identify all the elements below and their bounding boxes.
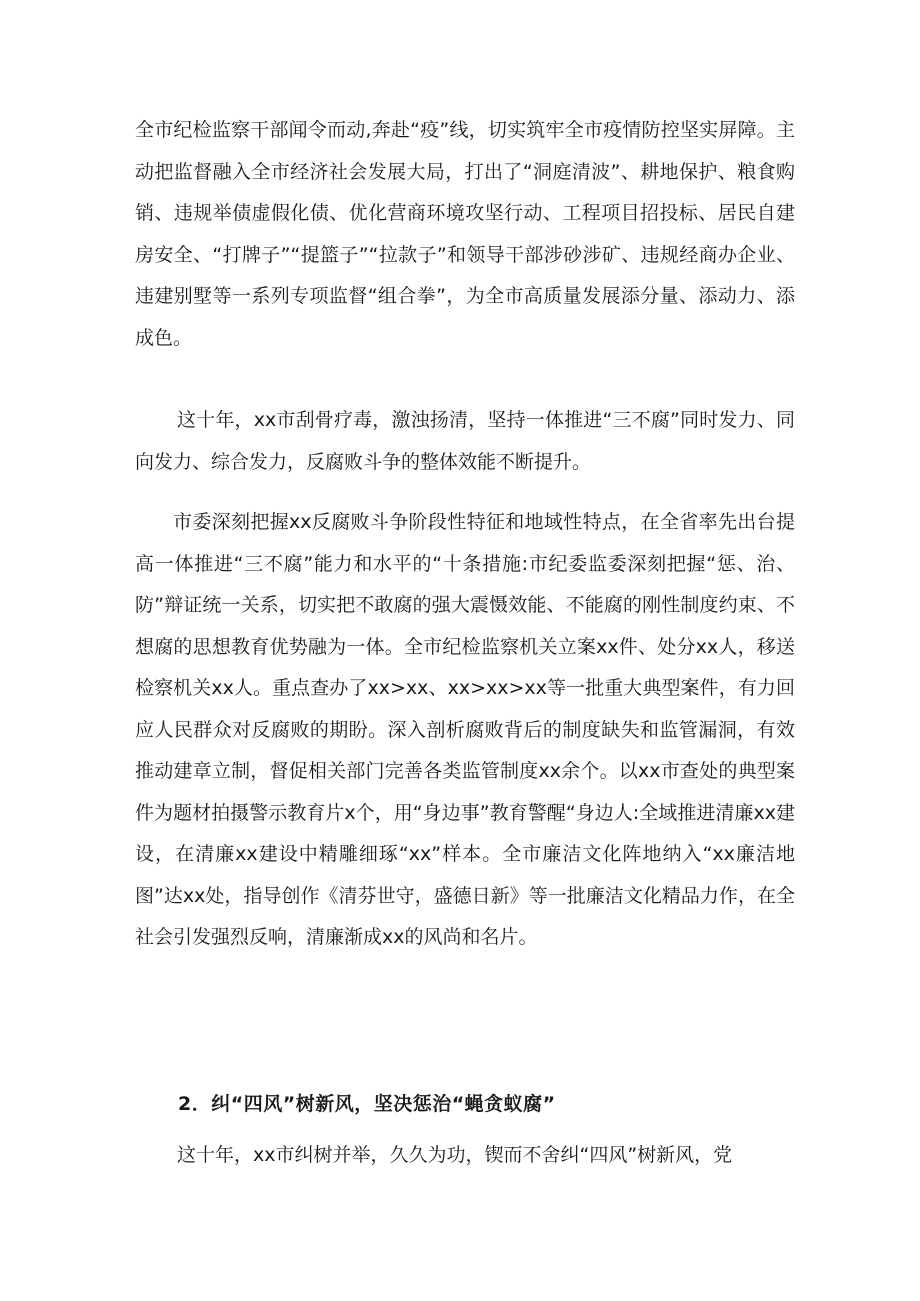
paragraph-four-winds: 这十年，xx市纠树并举，久久为功，锲而不舍纠“四风”树新风，党 <box>177 1144 733 1166</box>
paragraph-epidemic-supervision: 全市纪检监察干部闻令而动,奔赴“疫”线，切实筑牢全市疫情防控坚实屏障。主动把监督融入全市经济社会发展大局，打出了“洞庭清波”、耕地保护、粮食购销、违规举债虚假化债、优化营商环境攻坚行动、工程项目招投标、居民自建房安全、“打牌子”“提篮子”“拉款子”和领导干部涉砂涉矿、违规经商办企业、违建别墅等一系列专项监督“组合拳”，为全市高质量发展添分量、添动力、添成色。 <box>135 119 795 349</box>
paragraph-anti-corruption-intro: 这十年，xx市刮骨疗毒，激浊扬清，坚持一体推进“三不腐”同时发力、同向发力、综合发力，反腐败斗争的整体效能不断提升。 <box>135 409 795 473</box>
section-heading: 2．纠“四风”树新风，坚决惩治“蝇贪蚁腐” <box>178 1093 556 1115</box>
paragraph-three-no-corruption: 市委深刻把握xx反腐败斗争阶段性特征和地域性特点，在全省率先出台提高一体推进“三不腐”能力和水平的“十条措施:市纪委监委深刻把握“惩、治、防”辩证统一关系，切实把不敢腐的强大震慑效能、不能腐的刚性制度约束、不想腐的思想教育优势融为一体。全市纪检监察机关立案xx件、处分xx人，移送检察机关xx人。重点查办了xx>xx、xx>xx>xx等一批重大典型案件，有力回应人民群众对反腐败的期盼。深入剖析腐败背后的制度缺失和监管漏洞，有效推动建章立制，督促相关部门完善各类监管制度xx余个。以xx市查处的典型案件为题材拍摄警示教育片x个，用“身边事”教育警醒“身边人:全域推进清廉xx建设，在清廉xx建设中精雕细琢“xx”样本。全市廉洁文化阵地纳入“xx廉洁地图”达xx处，指导创作《清芬世守，盛德日新》等一批廉洁文化精品力作，在全社会引发强烈反响，清廉渐成xx的风尚和名片。 <box>135 511 795 948</box>
